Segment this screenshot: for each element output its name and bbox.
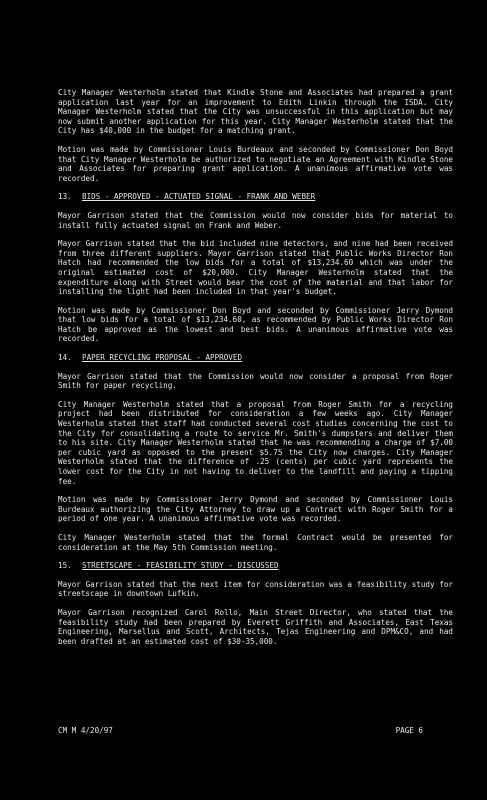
footer-page-number: PAGE 6 (395, 726, 423, 735)
paragraph-grant-application: City Manager Westerholm stated that Kindle Stone and Associates had prepared a grant application last year for an improvement to Edith Linkin through the ISDA. City Manager Westerholm stated that the City was unsuccessful in this application but may now submit another application for this year. City Manager Westerholm stated that the City has $40,000 in the budget for a matching grant. (58, 88, 458, 136)
section-title: PAPER RECYCLING PROPOSAL - APPROVED (82, 353, 243, 363)
paragraph-bids-details: Mayor Garrison stated that the bid included nine detectors, and nine had been received from three different suppliers. Mayor Garrison stated that Public Works Director Ron Hatch had recommended the low bids for a total of $13,234.60 which was under the original estimated cost of $20,000. City Manager Westerholm stated that the expenditure along with Street would bear the cost of the material and that labor for installing the light had been included in that year's budget. (58, 239, 458, 297)
paragraph-bids-intro: Mayor Garrison stated that the Commission would now consider bids for material to install fully actuated signal on Frank and Weber. (58, 210, 458, 230)
section-number: 15. (58, 561, 72, 571)
section-title: BIDS - APPROVED - ACTUATED SIGNAL - FRANK AND WEBER (82, 192, 316, 202)
section-heading-13 (58, 192, 453, 202)
section-number: 14. (58, 353, 72, 363)
section-heading-14 (58, 353, 453, 363)
paragraph-recycling-motion: Motion was made by Commissioner Jerry Dymond and seconded by Commissioner Louis Burdeaux authorizing the City Attorney to draw up a Contract with Roger Smith for a period of one year. A unanimous affirmative vote was recorded. (58, 495, 458, 524)
section-number: 13. (58, 192, 72, 202)
paragraph-recycling-details: City Manager Westerholm stated that a proposal from Roger Smith for a recycling project had been distributed for consideration a few weeks ago. City Manager Westerholm stated that staff had conducted several cost studies concerning the cost to the City for consolidating a route to service Mr. Smith's dumpsters and deliver them to his site. City Manager Westerholm stated that he was recommending a charge of $7.00 per cubic yard as opposed to the present $5.75 the City now charges. City Manager Westerholm stated that the difference of .25 (cents) per cubic yard represents the lower cost for the City in not having to deliver to the landfill and paying a tipping fee. (58, 399, 458, 486)
paragraph-grant-motion: Motion was made by Commissioner Louis Burdeaux and seconded by Commissioner Don Boyd that City Manager Westerholm be authorized to negotiate an Agreement with Kindle Stone and Associates for preparing grant application. A unanimous affirmative vote was recorded. (58, 144, 458, 183)
paragraph-streetscape-intro: Mayor Garrison stated that the next item for consideration was a feasibility study for streetscape in downtown Lufkin. (58, 579, 458, 599)
section-heading-15 (58, 561, 453, 571)
paragraph-bids-motion: Motion was made by Commissioner Don Boyd and seconded by Commissioner Jerry Dymond that low bids for a total of $13,234.60, as recommended by Public Works Director Ron Hatch be approved as the lowest and best bids. A unanimous affirmative vote was recorded. (58, 305, 458, 344)
minutes-body (58, 88, 458, 655)
paragraph-recycling-intro: Mayor Garrison stated that the Commission would now consider a proposal from Roger Smith for paper recycling. (58, 371, 458, 391)
paragraph-recycling-contract: City Manager Westerholm stated that the formal Contract would be presented for consideration at the May 5th Commission meeting. (58, 532, 458, 552)
paragraph-streetscape-details: Mayor Garrison recognized Carol Rollo, Main Street Director, who stated that the feasibility study had been prepared by Everett Griffith and Associates, East Texas Engineering, Marsellus and Scott, Architects, Tejas Engineering and DPM&CO, and had been drafted at an estimated cost of $30-35,000. (58, 607, 458, 646)
section-title: STREETSCAPE - FEASIBILITY STUDY - DISCUSSED (82, 561, 279, 571)
footer-minutes-date: CM M 4/20/97 (58, 726, 113, 735)
